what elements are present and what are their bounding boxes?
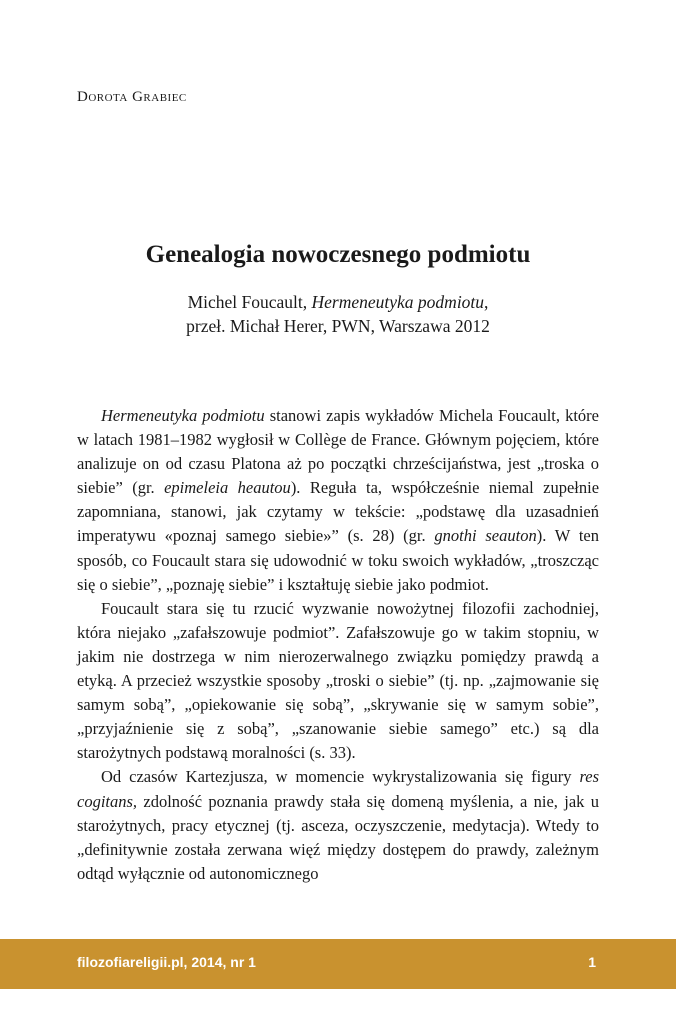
italic-text: Hermeneutyka podmiotu [101,406,265,425]
article-body [77,404,599,886]
citation-line-2: przeł. Michał Herer, PWN, Warszawa 2012 [186,316,490,336]
running-head-author: Dorota Grabiec [77,89,187,105]
citation-line-1 [0,290,676,314]
italic-text: epimeleia heautou [164,478,291,498]
footer-journal-info: filozofiareligii.pl, 2014, nr 1 [77,954,256,970]
paragraph-3 [77,765,599,885]
paragraph-1 [77,404,599,597]
footer-band [0,939,676,989]
page-number: 1 [588,954,596,970]
citation-comma: , [484,292,489,312]
text-run: ). Reguła ta, współcześnie niemal zupełnie zapomniana, stanowi, jak czytamy w tekście: „podstawę dla uzasadnień imperatywu «poznaj samego siebie»” (s. 28) (gr. [77,478,600,546]
text-run: ). W ten sposób, co Foucault stara się udowodnić w toku swoich wykładów, „troszcząc się o siebie”, „poznaję siebie” i kształtuję siebie jako podmiot. [77,526,600,594]
reviewed-book-citation [0,290,676,338]
text-run: Od czasów Kartezjusza, w momencie wykrystalizowania się figury [101,767,580,787]
italic-text: gnothi seauton [434,526,537,546]
text-run: zdolność poznania prawdy stała się domeną myślenia, a nie, jak u starożytnych, pracy etycznej (tj. asceza, oczyszczenie, medytacja). Wtedy to „definitywnie została zerwana więź między dostępem do prawdy, zależnym odtąd wyłącznie od autonomicznego [77,791,599,883]
italic-text: res cogitans, [77,767,599,811]
book-title: Hermeneutyka podmiotu [311,292,485,312]
article-title: Genealogia nowoczesnego podmiotu [145,241,531,268]
paragraph-2: Foucault stara się tu rzucić wyzwanie nowożytnej filozofii zachodniej, która niejako „zafałszowuje podmiot”. Zafałszowuje go w takim stopniu, w jakim nie dostrzega w nim nierozerwalnego związku pomiędzy prawdą a etyką. A przecież wszystkie sposoby „troski o siebie” (tj. np. „zajmowanie się samym sobą”, „opiekowanie się sobą”, „skrywanie się w samym sobie”, „przyjaźnienie się z sobą”, „szanowanie siebie samego” etc.) są dla starożytnych podstawą moralności (s. 33). [77,598,599,763]
text-run: stanowi zapis wykładów Michela Foucault, które w latach 1981–1982 wygłosił w Collège de France. Głównym pojęciem, które analizuje on od czasu Platona aż po początki chrześcijaństwa, jest „troska o siebie” (gr. [77,406,599,498]
book-author: Michel Foucault, [187,292,308,312]
